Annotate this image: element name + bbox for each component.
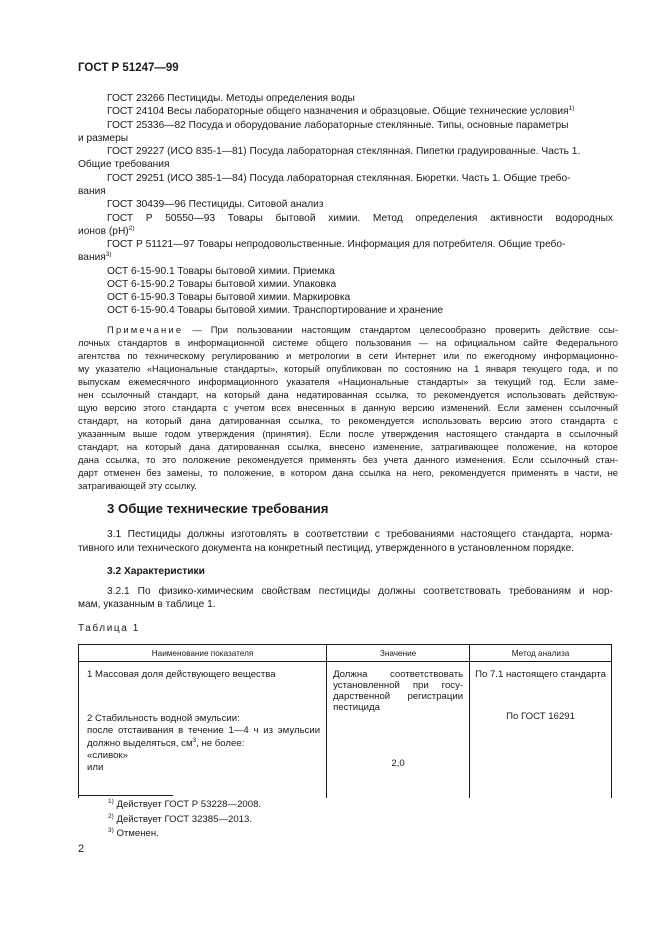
note-line: нен ссылочный стандарт, на который дана недатированная ссылка, то рекомендуется использовать действую- [78,389,618,400]
note-line: указанным выше годом утверждения (принятия). Если после утверждения настоящего стандарта в ссылочный [78,428,618,439]
reference-line: ОСТ 6-15-90.3 Товары бытовой химии. Маркировка [107,292,351,303]
paragraph-line: мам, указанным в таблице 1. [78,599,216,610]
subsection-heading: 3.2 Характеристики [107,566,205,577]
note-line: агентства по техническому регулированию и метрологии в сети Интернет или по ежегодному информационно- [78,350,618,361]
reference-line: ГОСТ Р 51121—97 Товары непродовольственные. Информация для потребителя. Общие требо- [107,239,566,250]
reference-line: ГОСТ 29251 (ИСО 385-1—84) Посуда лабораторная стеклянная. Бюретки. Часть 1. Общие требо- [107,173,571,184]
footnote: $^{2)}$ Действует ГОСТ 32385—2013. [108,813,253,825]
note-line: выпускам ежемесячного информационного указателя «Национальные стандарты» за текущий год. Если заме- [78,376,618,387]
page-number: 2 [78,843,85,855]
reference-line: ГОСТ 29227 (ИСО 835-1—81) Посуда лабораторная стеклянная. Пипетки градуированные. Часть 1. [107,146,581,157]
requirements-table [78,644,612,798]
column-header-name: Наименование показателя [79,645,327,662]
note-line: дана ссылка, то это положение рекомендуется применять без учета данного изменения. Если ссылочный стан- [78,454,618,465]
reference-line: ионов (рН)$^{2)}$ [78,225,135,237]
note-line: щую версию этого стандарта с учетом всех внесенных в данную версию изменений. Если заменен ссылочный [78,402,618,413]
reference-line: ОСТ 6-15-90.4 Товары бытовой химии. Транспортирование и хранение [107,305,444,316]
note-label: Примечание [107,324,184,335]
table-caption: Таблица 1 [78,623,140,634]
reference-line: вания [78,186,106,197]
row2-value: 2,0 [391,758,405,769]
reference-line: ГОСТ 25336—82 Посуда и оборудование лабораторные стеклянные. Типы, основные параметры [107,120,569,131]
footnote-divider [78,795,173,796]
note-block [78,323,618,492]
paragraph-line: 3.1 Пестициды должны изготовлять в соответствии с требованиями настоящего стандарта, норма- [107,529,613,540]
reference-line: ГОСТ 23266 Пестициды. Методы определения воды [107,93,355,104]
reference-line: ОСТ 6-15-90.2 Товары бытовой химии. Упаковка [107,279,337,290]
paragraph-line: тивного или технического документа на конкретный пестицид, утвержденного в установленном порядке. [78,543,575,554]
footnote: $^{1)}$ Действует ГОСТ Р 53228—2008. [108,798,262,810]
section-heading: 3 Общие технические требования [107,501,329,516]
reference-line: вания$^{3)}$ [78,251,112,263]
note-line: затрагивающей эту ссылку. [78,480,197,491]
table-header-row [79,645,612,662]
footnote-ref: 3) [105,251,112,258]
method-cell [470,662,612,799]
note-line: му указателю «Национальные стандарты», который опубликован по состоянию на 1 января текущего года, и по [78,363,618,374]
reference-line: и размеры [78,133,129,144]
note-line: лочных стандартов в информационной системе общего пользования — на официальном сайте Федерального [78,337,618,348]
note-line: стандарт, на который дана датированная ссылка, внесено изменение, затрагивающее положение, на которое [78,441,618,452]
note-line: дарт отменен без замены, то положение, в котором дана ссылка на него, рекомендуется применять в части, не [78,467,618,478]
reference-line: ГОСТ Р 50550—93 Товары бытовой химии. Метод определения активности водородных [107,213,613,224]
row1-name: 1 Массовая доля действующего вещества [87,669,276,680]
footnote: $^{3)}$ Отменен. [108,827,159,839]
footnote-ref: 2) [128,225,135,232]
reference-line: ГОСТ 30439—96 Пестициды. Ситовой анализ [107,199,324,210]
note-line: стандарт, на который дана датированная ссылка, то рекомендуется использовать версию этого стандарта с [78,415,618,426]
row1-value: Должна соответствовать установленной при госу- дарственной регистрации пестицида [333,669,464,713]
note-line: Примечание — При пользовании настоящим стандартом целесообразно проверить действие ссы- [107,324,619,335]
value-cell [327,662,470,799]
indicator-cell [79,662,327,799]
column-header-value: Значение [327,645,470,662]
reference-line: ГОСТ 24104 Весы лабораторные общего назначения и образцовые. Общие технические условия$^{1)}$ [107,105,575,117]
reference-line: ОСТ 6-15-90.1 Товары бытовой химии. Приемка [107,266,335,277]
reference-line: Общие требования [78,159,170,170]
column-header-method: Метод анализа [470,645,612,662]
row2-name: 2 Стабильность водной эмульсии: после отстаивания в течение 1—4 ч из эмульсии должно выделяться, $см^3$, не более: «сливок» или [87,713,321,774]
row1-method: По 7.1 настоящего стандарта [475,669,607,680]
table-row [79,662,612,799]
standard-header: ГОСТ Р 51247—99 [78,62,179,74]
paragraph-line: 3.2.1 По физико-химическим свойствам пестициды должны соответствовать требованиям и нор- [107,586,613,597]
row2-method: По ГОСТ 16291 [506,711,575,722]
footnote-ref: 1) [568,105,575,112]
